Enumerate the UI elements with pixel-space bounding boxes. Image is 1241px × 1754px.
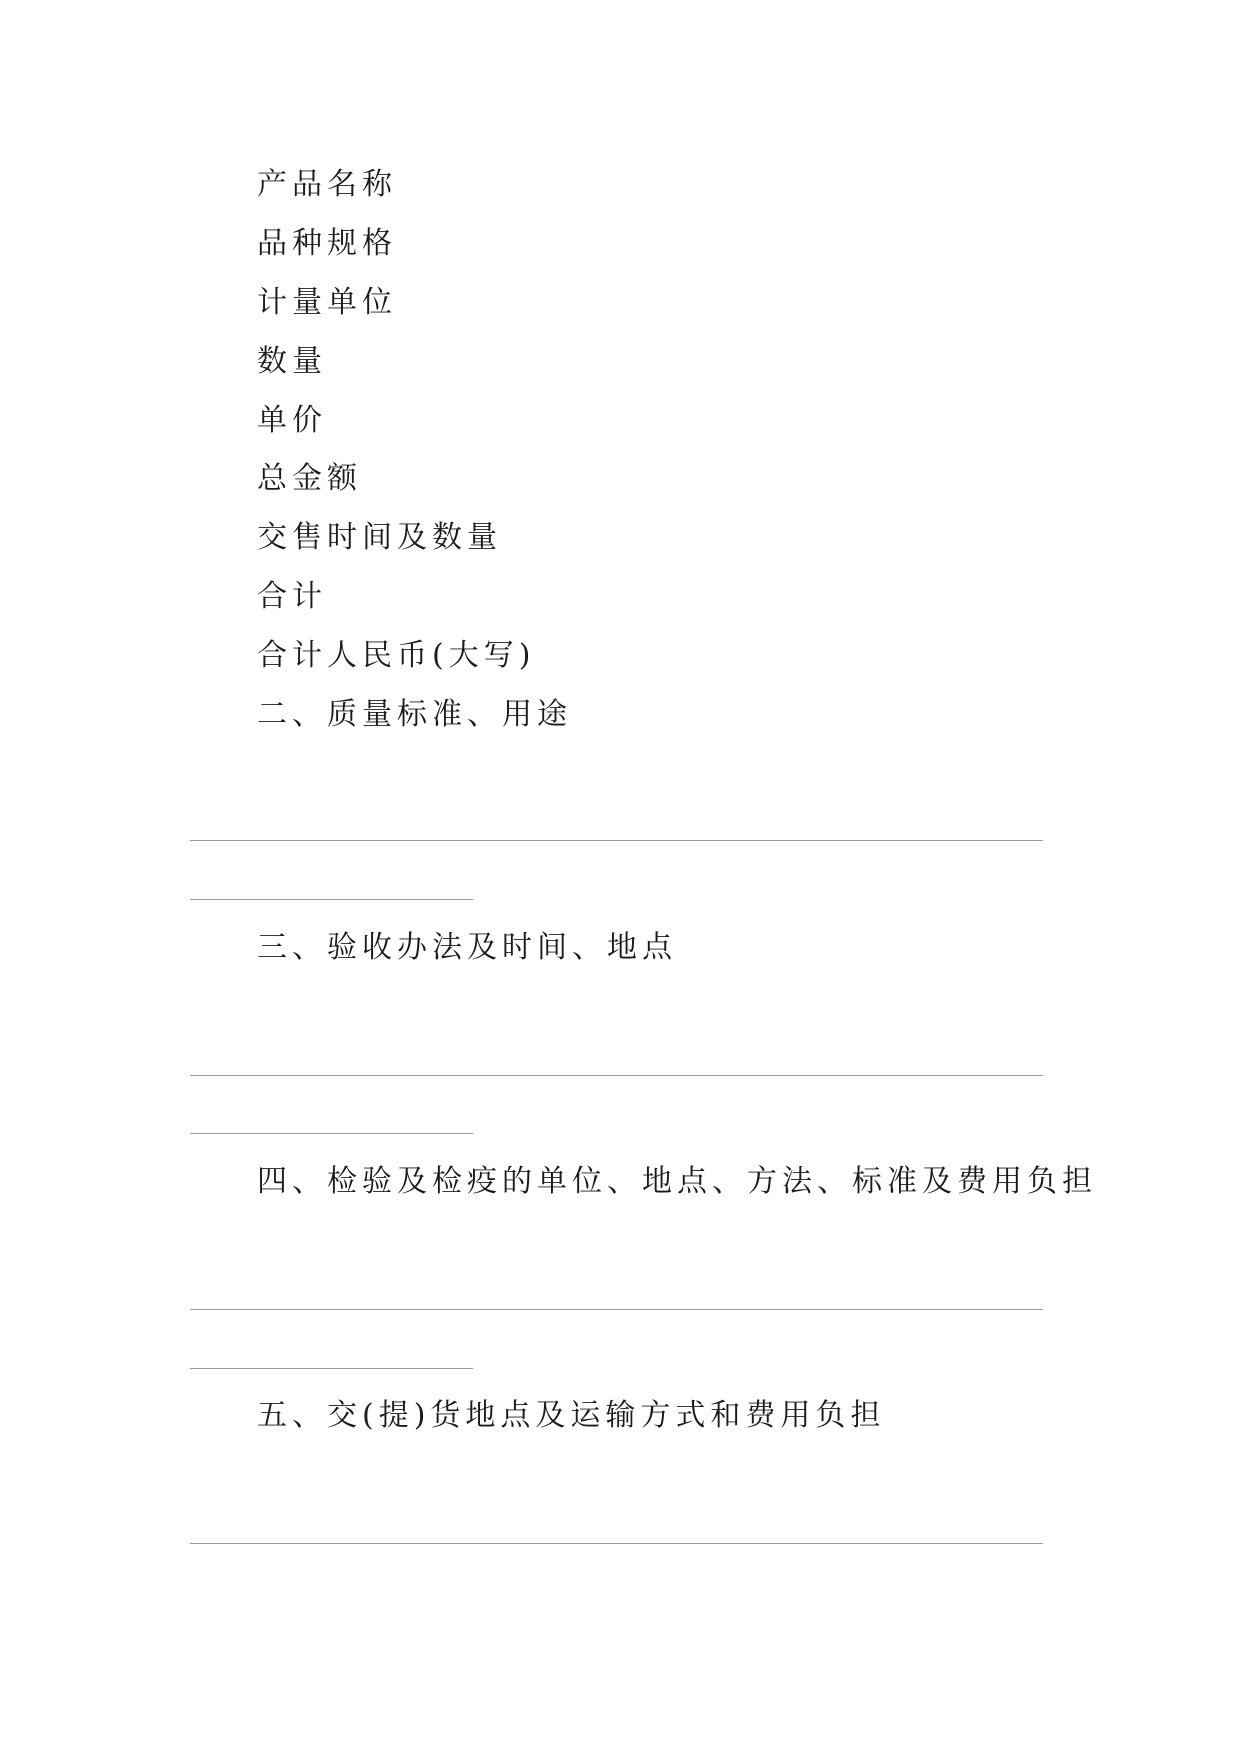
blank-line — [190, 1368, 473, 1369]
field-unit: 计量单位 — [257, 285, 397, 320]
field-total-amount: 总金额 — [257, 461, 362, 496]
field-subtotal: 合计 — [257, 579, 327, 614]
field-total-rmb-capital: 合计人民币(大写) — [257, 638, 536, 673]
blank-line — [190, 899, 473, 900]
field-variety-spec: 品种规格 — [257, 226, 397, 261]
blank-line — [190, 1309, 1043, 1310]
blank-line — [190, 840, 1043, 841]
section-quality-standard: 二、质量标准、用途 — [257, 697, 572, 732]
field-unit-price: 单价 — [257, 403, 327, 438]
section-inspection-quarantine: 四、检验及检疫的单位、地点、方法、标准及费用负担 — [257, 1164, 1097, 1199]
section-delivery-transport: 五、交(提)货地点及运输方式和费用负担 — [257, 1398, 886, 1433]
blank-line — [190, 1543, 1043, 1544]
blank-line — [190, 1133, 473, 1134]
field-delivery-time-quantity: 交售时间及数量 — [257, 520, 502, 555]
field-product-name: 产品名称 — [257, 167, 397, 202]
section-acceptance-method: 三、验收办法及时间、地点 — [257, 930, 677, 965]
field-quantity: 数量 — [257, 344, 327, 379]
blank-line — [190, 1075, 1043, 1076]
